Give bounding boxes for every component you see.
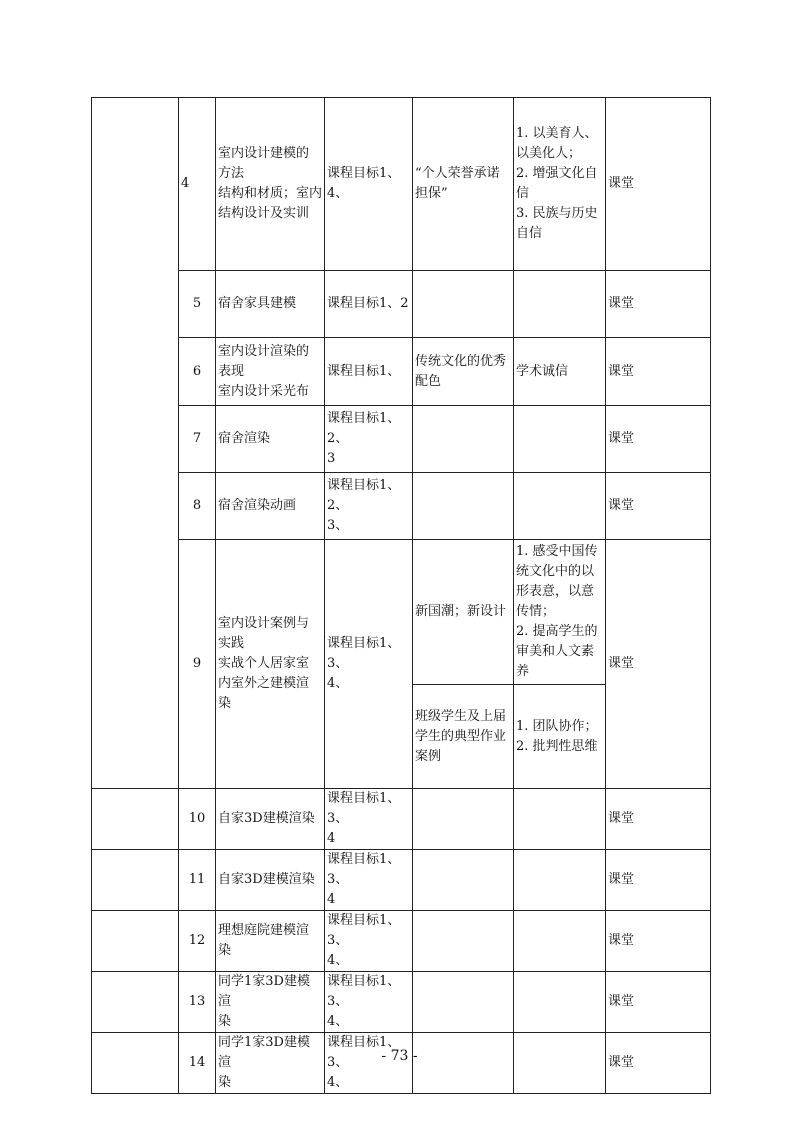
teaching-content: 自家3D建模渲染	[216, 850, 325, 911]
ideological-element	[413, 406, 514, 473]
table-row	[92, 271, 711, 338]
teaching-method: 课堂	[606, 98, 711, 271]
ideological-element: “个人荣誉承诺 担保”	[413, 98, 514, 271]
table-row	[92, 540, 711, 685]
ideological-element: 新国潮；新设计	[413, 540, 514, 685]
ideological-target	[514, 406, 606, 473]
teaching-method: 课堂	[606, 406, 711, 473]
chapter-cell	[92, 850, 179, 911]
table-row	[92, 406, 711, 473]
table-row	[92, 911, 711, 972]
session-number: 6	[179, 338, 216, 406]
table-row	[92, 473, 711, 540]
teaching-content: 同学1家3D建模渲 染	[216, 1033, 325, 1094]
teaching-content: 室内设计渲染的 表现 室内设计采光布	[216, 338, 325, 406]
session-number: 4	[179, 98, 216, 271]
teaching-content: 宿舍渲染	[216, 406, 325, 473]
ideological-target: 1. 以美育人、 以美化人； 2. 增强文化自 信 3. 民族与历史 自信	[514, 98, 606, 271]
teaching-method: 课堂	[606, 850, 711, 911]
session-number: 10	[179, 789, 216, 850]
course-goal: 课程目标1、3、 4、	[325, 1033, 413, 1094]
teaching-content: 自家3D建模渲染	[216, 789, 325, 850]
ideological-target	[514, 850, 606, 911]
teaching-method: 课堂	[606, 271, 711, 338]
teaching-method: 课堂	[606, 1033, 711, 1094]
chapter-cell	[92, 972, 179, 1033]
ideological-target	[514, 972, 606, 1033]
teaching-method: 课堂	[606, 540, 711, 789]
table-row	[92, 972, 711, 1033]
ideological-element	[413, 473, 514, 540]
teaching-content: 宿舍渲染动画	[216, 473, 325, 540]
teaching-method: 课堂	[606, 338, 711, 406]
ideological-element	[413, 911, 514, 972]
session-number: 7	[179, 406, 216, 473]
course-goal: 课程目标1、3、 4	[325, 789, 413, 850]
teaching-content: 宿舍家具建模	[216, 271, 325, 338]
table-row	[92, 850, 711, 911]
session-number: 11	[179, 850, 216, 911]
ideological-element	[413, 972, 514, 1033]
chapter-cell	[92, 789, 179, 850]
ideological-element	[413, 789, 514, 850]
ideological-target	[514, 789, 606, 850]
session-number: 14	[179, 1033, 216, 1094]
session-number: 5	[179, 271, 216, 338]
course-goal: 课程目标1、	[325, 338, 413, 406]
ideological-target: 1. 团队协作； 2. 批判性思维	[514, 685, 606, 789]
course-goal: 课程目标1、2、 3、	[325, 473, 413, 540]
teaching-content: 室内设计案例与 实践 实战个人居家室 内室外之建模渲 染	[216, 540, 325, 789]
course-goal: 课程目标1、3、 4、	[325, 540, 413, 789]
table-row	[92, 98, 711, 271]
course-goal: 课程目标1、3、 4	[325, 850, 413, 911]
ideological-target	[514, 271, 606, 338]
ideological-element	[413, 271, 514, 338]
page-number: - 73 -	[381, 1048, 418, 1064]
session-number: 13	[179, 972, 216, 1033]
session-number: 9	[179, 540, 216, 789]
ideological-target: 1. 感受中国传 统文化中的以 形表意，以意 传情； 2. 提高学生的 审美和人文素 养	[514, 540, 606, 685]
teaching-content: 室内设计建模的 方法 结构和材质；室内 结构设计及实训	[216, 98, 325, 271]
teaching-method: 课堂	[606, 789, 711, 850]
session-number: 12	[179, 911, 216, 972]
session-number: 8	[179, 473, 216, 540]
chapter-cell	[92, 911, 179, 972]
course-schedule-table	[91, 97, 711, 1094]
course-goal: 课程目标1、2	[325, 271, 413, 338]
course-goal: 课程目标1、4、	[325, 98, 413, 271]
teaching-content: 同学1家3D建模渲 染	[216, 972, 325, 1033]
teaching-content: 理想庭院建模渲 染	[216, 911, 325, 972]
course-goal: 课程目标1、3、 4、	[325, 972, 413, 1033]
ideological-element: 传统文化的优秀 配色	[413, 338, 514, 406]
table-row	[92, 338, 711, 406]
course-goal: 课程目标1、3、 4、	[325, 911, 413, 972]
ideological-element: 班级学生及上届 学生的典型作业 案例	[413, 685, 514, 789]
teaching-method: 课堂	[606, 911, 711, 972]
ideological-element	[413, 850, 514, 911]
chapter-cell	[92, 98, 179, 789]
ideological-target: 学术诚信	[514, 338, 606, 406]
ideological-target	[514, 473, 606, 540]
teaching-method: 课堂	[606, 473, 711, 540]
teaching-method: 课堂	[606, 972, 711, 1033]
ideological-target	[514, 911, 606, 972]
table-row	[92, 789, 711, 850]
course-goal: 课程目标1、2、 3	[325, 406, 413, 473]
